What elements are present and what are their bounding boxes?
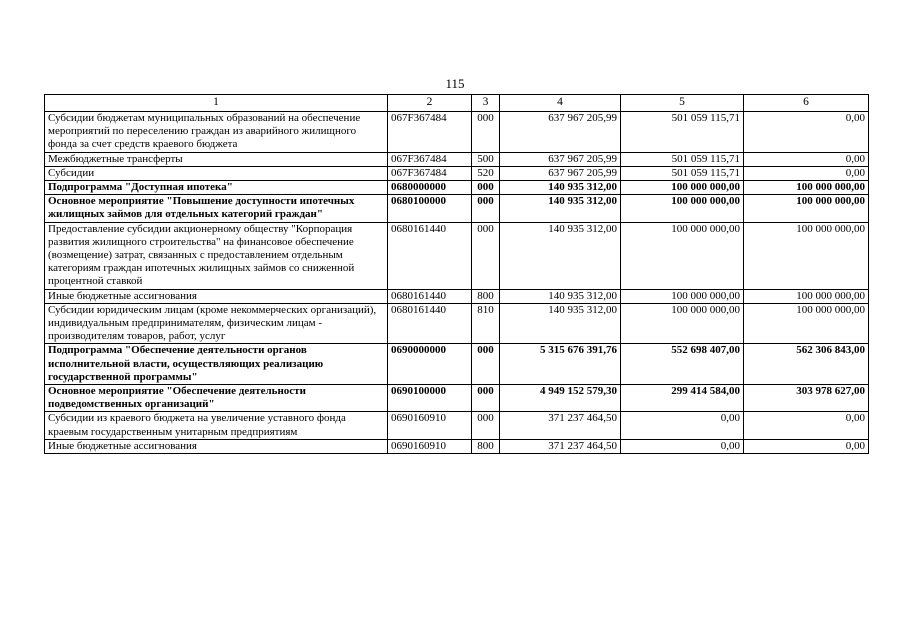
table-row xyxy=(45,344,869,385)
row-vr: 520 xyxy=(472,166,500,180)
row-csr: 067F367484 xyxy=(388,112,472,153)
table-row xyxy=(45,385,869,412)
row-vr: 000 xyxy=(472,222,500,289)
row-value-5: 0,00 xyxy=(621,439,744,453)
row-value-5: 100 000 000,00 xyxy=(621,289,744,303)
table-row xyxy=(45,303,869,344)
row-name: Предоставление субсидии акционерному обществу "Корпорация развития жилищного строительства" на финансовое обеспечение (возмещение) затрат, связанных с предоставлением отдельным категориям граждан ипотечных жилищных займов со сниженной процентной ставкой xyxy=(45,222,388,289)
row-value-4: 140 935 312,00 xyxy=(500,181,621,195)
row-value-4: 637 967 205,99 xyxy=(500,112,621,153)
col-header-2: 2 xyxy=(388,95,472,112)
page-number: 115 xyxy=(445,76,465,91)
col-header-1: 1 xyxy=(45,95,388,112)
row-name: Межбюджетные трансферты xyxy=(45,152,388,166)
row-value-4: 371 237 464,50 xyxy=(500,412,621,439)
row-value-4: 637 967 205,99 xyxy=(500,166,621,180)
row-name: Субсидии xyxy=(45,166,388,180)
row-vr: 800 xyxy=(472,439,500,453)
col-header-4: 4 xyxy=(500,95,621,112)
row-vr: 000 xyxy=(472,344,500,385)
col-header-5: 5 xyxy=(621,95,744,112)
row-vr: 500 xyxy=(472,152,500,166)
row-value-5: 100 000 000,00 xyxy=(621,222,744,289)
row-csr: 0690160910 xyxy=(388,439,472,453)
row-value-6: 562 306 843,00 xyxy=(744,344,869,385)
table-row xyxy=(45,166,869,180)
row-csr: 0680100000 xyxy=(388,195,472,222)
row-value-6: 100 000 000,00 xyxy=(744,222,869,289)
row-name: Подпрограмма "Доступная ипотека" xyxy=(45,181,388,195)
row-vr: 810 xyxy=(472,303,500,344)
row-value-4: 4 949 152 579,30 xyxy=(500,385,621,412)
row-value-5: 100 000 000,00 xyxy=(621,181,744,195)
row-csr: 0680000000 xyxy=(388,181,472,195)
table-row xyxy=(45,181,869,195)
table-row xyxy=(45,195,869,222)
row-value-4: 140 935 312,00 xyxy=(500,289,621,303)
header-row xyxy=(45,95,869,112)
row-csr: 0690160910 xyxy=(388,412,472,439)
row-value-6: 0,00 xyxy=(744,412,869,439)
row-name: Субсидии бюджетам муниципальных образований на обеспечение мероприятий по переселению граждан из аварийного жилищного фонда за счет средств краевого бюджета xyxy=(45,112,388,153)
row-vr: 000 xyxy=(472,385,500,412)
row-value-4: 5 315 676 391,76 xyxy=(500,344,621,385)
row-csr: 0690000000 xyxy=(388,344,472,385)
row-name: Субсидии из краевого бюджета на увеличение уставного фонда краевым государственным унитарным предприятиям xyxy=(45,412,388,439)
row-value-4: 140 935 312,00 xyxy=(500,222,621,289)
row-value-4: 140 935 312,00 xyxy=(500,303,621,344)
table-row xyxy=(45,412,869,439)
row-vr: 000 xyxy=(472,112,500,153)
row-value-6: 100 000 000,00 xyxy=(744,303,869,344)
row-value-5: 299 414 584,00 xyxy=(621,385,744,412)
row-value-4: 371 237 464,50 xyxy=(500,439,621,453)
row-value-5: 501 059 115,71 xyxy=(621,152,744,166)
row-value-5: 0,00 xyxy=(621,412,744,439)
row-csr: 0680161440 xyxy=(388,222,472,289)
row-name: Основное мероприятие "Повышение доступности ипотечных жилищных займов для отдельных категорий граждан" xyxy=(45,195,388,222)
col-header-3: 3 xyxy=(472,95,500,112)
row-value-5: 100 000 000,00 xyxy=(621,303,744,344)
row-value-4: 140 935 312,00 xyxy=(500,195,621,222)
budget-table xyxy=(44,94,869,454)
row-value-6: 100 000 000,00 xyxy=(744,181,869,195)
row-value-5: 552 698 407,00 xyxy=(621,344,744,385)
row-value-6: 100 000 000,00 xyxy=(744,289,869,303)
row-name: Основное мероприятие "Обеспечение деятельности подведомственных организаций" xyxy=(45,385,388,412)
row-vr: 000 xyxy=(472,412,500,439)
row-name: Иные бюджетные ассигнования xyxy=(45,439,388,453)
col-header-6: 6 xyxy=(744,95,869,112)
row-vr: 000 xyxy=(472,181,500,195)
table-row xyxy=(45,112,869,153)
row-csr: 0680161440 xyxy=(388,303,472,344)
row-value-6: 0,00 xyxy=(744,439,869,453)
row-value-4: 637 967 205,99 xyxy=(500,152,621,166)
table-row xyxy=(45,289,869,303)
row-name: Субсидии юридическим лицам (кроме некоммерческих организаций), индивидуальным предпринимателям, физическим лицам - производителям товаров, работ, услуг xyxy=(45,303,388,344)
table-row xyxy=(45,439,869,453)
row-csr: 0680161440 xyxy=(388,289,472,303)
row-value-6: 0,00 xyxy=(744,166,869,180)
row-value-5: 501 059 115,71 xyxy=(621,166,744,180)
table-row xyxy=(45,152,869,166)
row-value-5: 100 000 000,00 xyxy=(621,195,744,222)
row-vr: 000 xyxy=(472,195,500,222)
row-value-6: 303 978 627,00 xyxy=(744,385,869,412)
table-row xyxy=(45,222,869,289)
row-name: Иные бюджетные ассигнования xyxy=(45,289,388,303)
row-value-6: 100 000 000,00 xyxy=(744,195,869,222)
row-value-5: 501 059 115,71 xyxy=(621,112,744,153)
row-value-6: 0,00 xyxy=(744,152,869,166)
row-csr: 0690100000 xyxy=(388,385,472,412)
row-csr: 067F367484 xyxy=(388,152,472,166)
row-vr: 800 xyxy=(472,289,500,303)
row-name: Подпрограмма "Обеспечение деятельности органов исполнительной власти, осуществляющих реализацию государственной программы" xyxy=(45,344,388,385)
row-value-6: 0,00 xyxy=(744,112,869,153)
row-csr: 067F367484 xyxy=(388,166,472,180)
